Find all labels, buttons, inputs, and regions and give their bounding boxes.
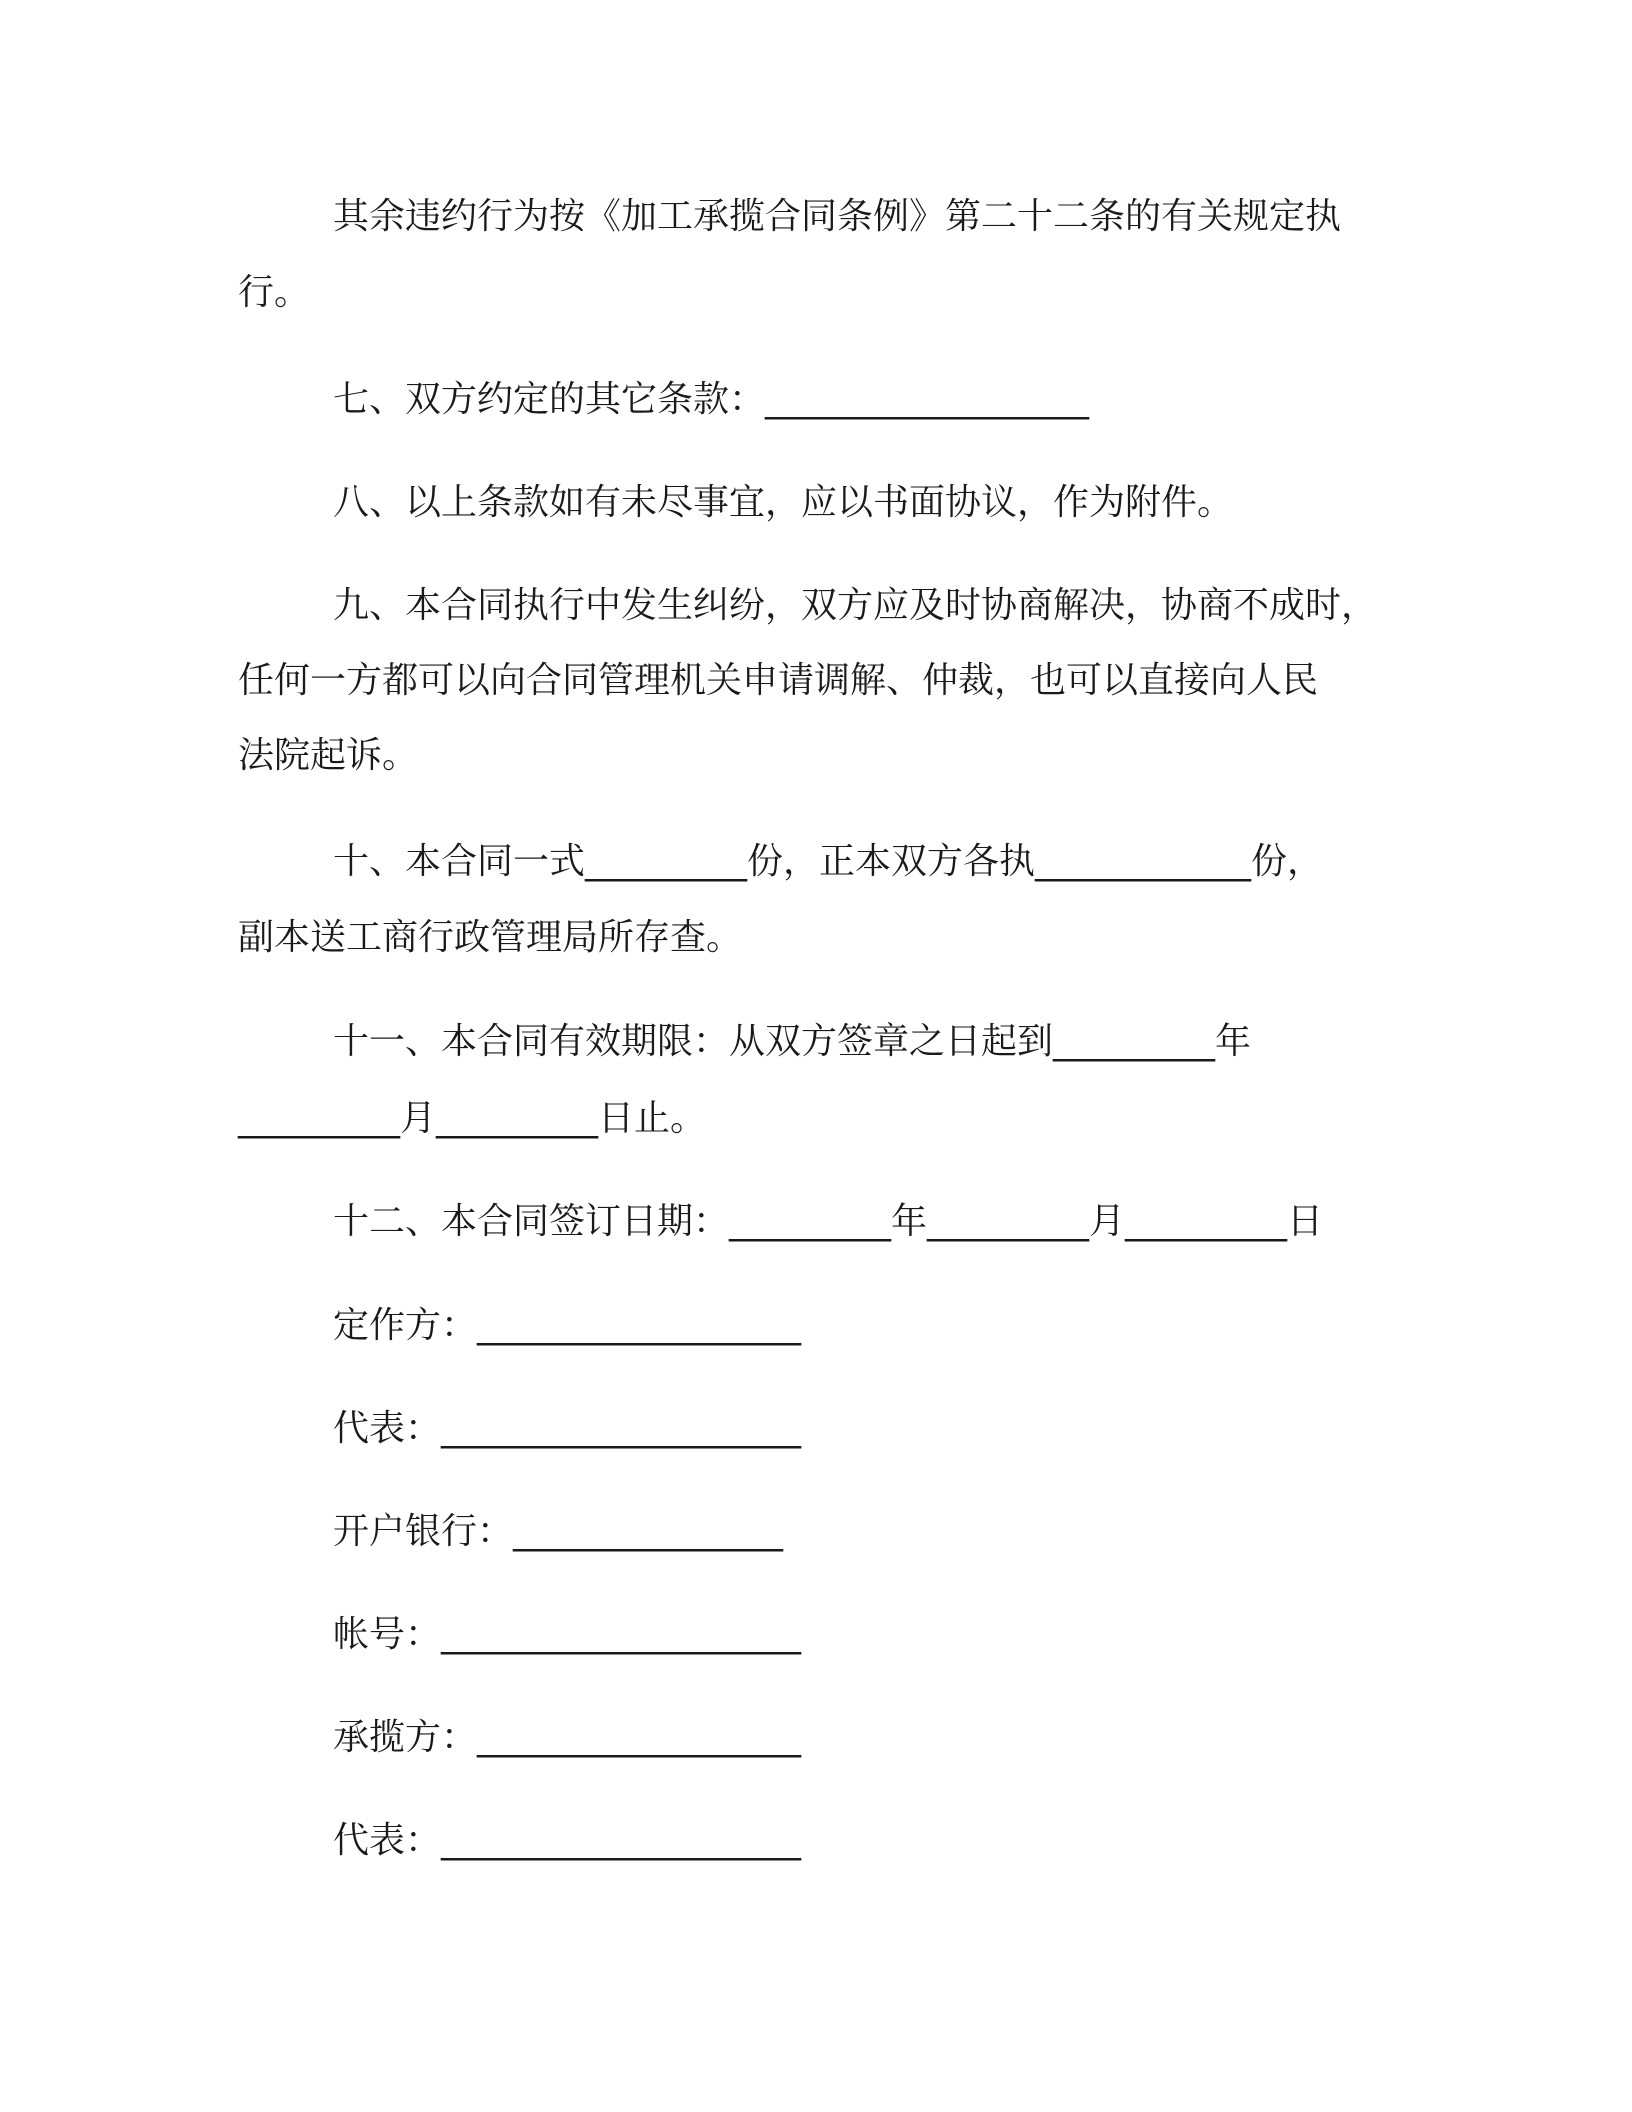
client-representative-field: 代表：____________________ <box>333 1408 802 1449</box>
contractor-representative-field: 代表：____________________ <box>333 1820 802 1861</box>
client-party-field: 定作方：__________________ <box>333 1305 802 1346</box>
clause-12: 十二、本合同签订日期：_________年_________月_________日 <box>333 1201 1324 1242</box>
clause-11-line-2: _________月_________日止。 <box>238 1098 707 1139</box>
clause-9-line-1: 九、本合同执行中发生纠纷，双方应及时协商解决，协商不成时， <box>333 585 1378 626</box>
clause-9-line-3: 法院起诉。 <box>238 735 419 776</box>
clause-10-line-2: 副本送工商行政管理局所存查。 <box>238 917 743 958</box>
client-account-field: 帐号：____________________ <box>333 1614 802 1655</box>
contractor-party-field: 承揽方：__________________ <box>333 1717 802 1758</box>
clause-10-line-1: 十、本合同一式_________份，正本双方各执____________份， <box>333 841 1324 882</box>
client-bank-field: 开户银行：_______________ <box>333 1511 784 1552</box>
clause-7: 七、双方约定的其它条款：__________________ <box>333 379 1090 420</box>
clause-9-line-2: 任何一方都可以向合同管理机关申请调解、仲裁，也可以直接向人民 <box>238 660 1319 701</box>
clause-8: 八、以上条款如有未尽事宜，应以书面协议，作为附件。 <box>333 482 1234 523</box>
clause-11-line-1: 十一、本合同有效期限：从双方签章之日起到_________年 <box>333 1021 1252 1062</box>
clause-6-text-line-1: 其余违约行为按《加工承揽合同条例》第二十二条的有关规定执 <box>333 196 1342 237</box>
clause-6-text-line-2: 行。 <box>238 272 311 313</box>
